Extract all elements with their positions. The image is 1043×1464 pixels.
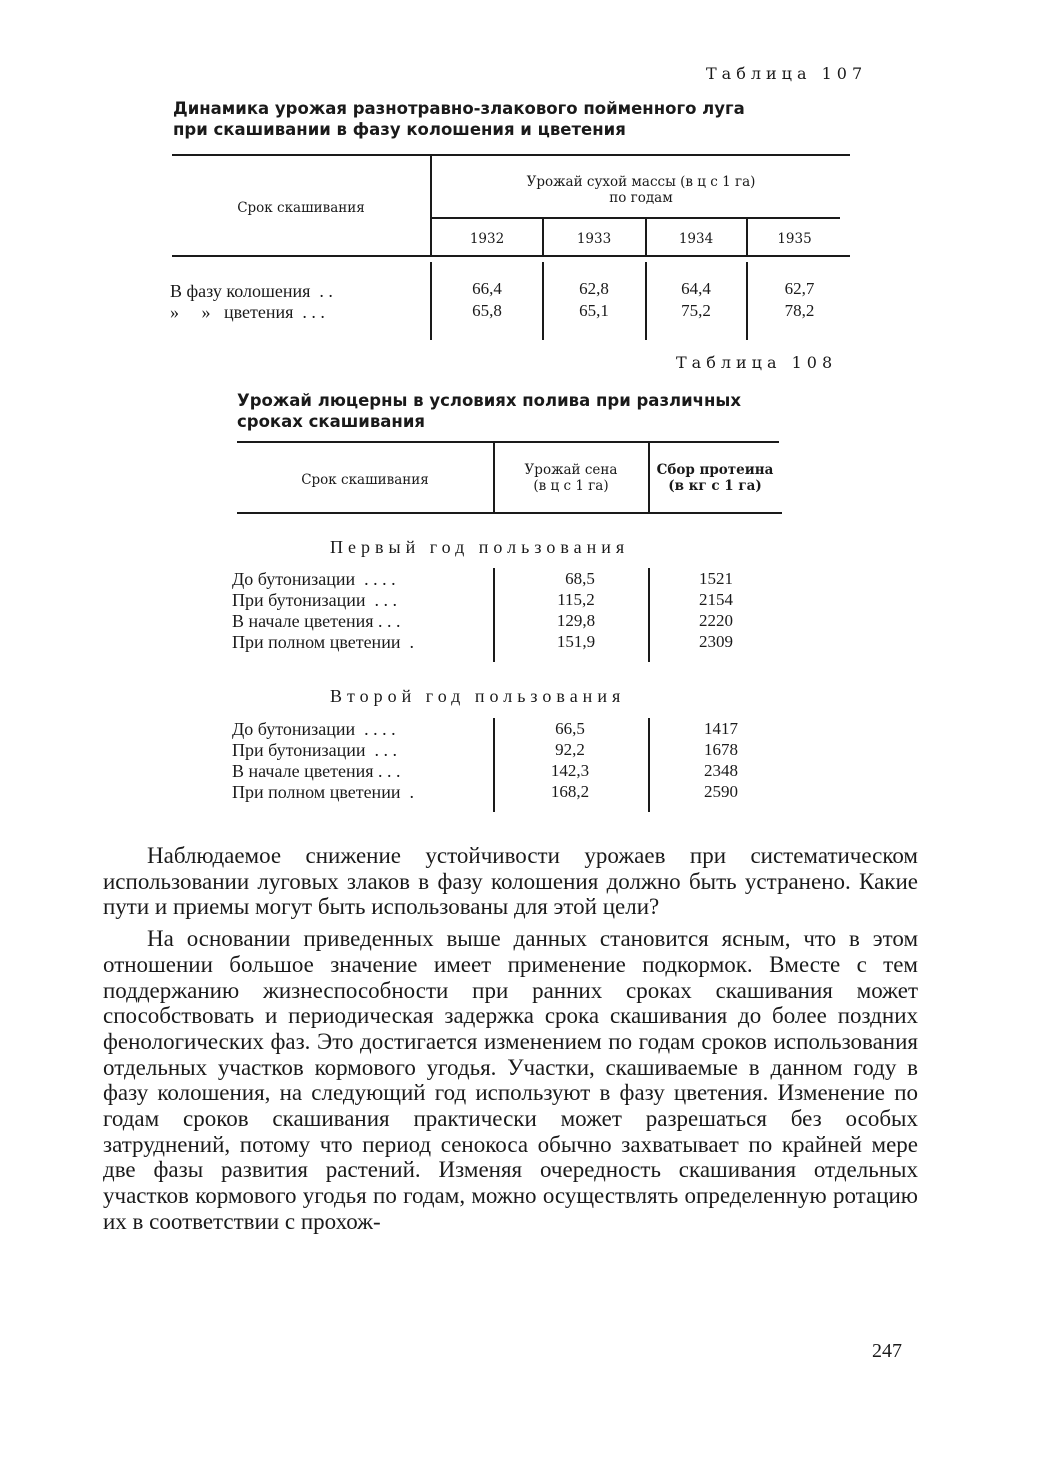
paragraph: Наблюдаемое снижение устойчивости урожаев при систематическом использовании луговых злаков в фазу колошения должно быть устранено. Какие пути и приемы могут быть использованы для этой цели? [103, 843, 918, 920]
table-108-protein-cell: 2590 [704, 782, 738, 801]
section-title-second-year: Второй год пользования [330, 686, 626, 706]
table-108-row-label: При полном цветении . [232, 632, 414, 652]
table-108-row-label: При полном цветении . [232, 782, 414, 802]
table-108-hay-cell: 168,2 [550, 782, 590, 801]
year-header-1934: 1934 [678, 231, 714, 247]
table-108-col2-header [495, 462, 647, 494]
header-line: Урожай сена [524, 462, 618, 478]
table-108-row-label: До бутонизации . . . . [232, 719, 396, 739]
table-108-hay-cell: 66,5 [555, 719, 585, 738]
table-107-top-rule [172, 154, 850, 156]
table-107-row-label: » » цветения . . . [170, 302, 325, 322]
table-108-hay-cell: 68,5 [565, 569, 595, 588]
table-108-top-rule [237, 441, 779, 443]
table-107-cell: 64,4 [681, 279, 711, 298]
table-108-row-label: До бутонизации . . . . [232, 569, 396, 589]
table-108-header-bottom-rule [237, 512, 782, 514]
table-108-row-label: При бутонизации . . . [232, 740, 397, 760]
table-108-row-label: При бутонизации . . . [232, 590, 397, 610]
caption-line: сроках скашивания [237, 412, 425, 431]
table-108-hay-cell: 129,8 [556, 611, 596, 630]
table-107-caption [173, 98, 813, 140]
table-107-label: Таблица 107 [706, 64, 868, 83]
table-108-hay-cell: 142,3 [550, 761, 590, 780]
table-108-caption [237, 390, 797, 432]
table-108-hay-cell: 151,9 [556, 632, 596, 651]
table-107-cell: 65,8 [472, 301, 502, 320]
header-line: (в кг с 1 га) [668, 478, 762, 494]
group-header-line: по годам [609, 190, 673, 206]
table-108-protein-cell: 1521 [699, 569, 733, 588]
table-108-protein-cell: 2220 [699, 611, 733, 630]
table-107-cell: 75,2 [681, 301, 711, 320]
table-107-group-header [432, 174, 850, 206]
caption-line: Динамика урожая разнотравно-злакового пойменного луга [173, 99, 745, 118]
table-108-protein-cell: 2348 [704, 761, 738, 780]
year-header-1933: 1933 [576, 231, 612, 247]
table-108-hay-cell: 92,2 [555, 740, 585, 759]
table-108-protein-cell: 1678 [704, 740, 738, 759]
table-107-cell: 78,2 [784, 301, 815, 320]
table-107-header-bottom-rule [172, 255, 850, 257]
header-line: Сбор протеина [656, 462, 774, 478]
table-107-cell: 62,7 [784, 279, 815, 298]
table-108-label: Таблица 108 [676, 353, 838, 372]
table-108-col1-header: Срок скашивания [301, 472, 429, 488]
year-header-1935: 1935 [777, 231, 812, 247]
table-108-protein-cell: 2154 [699, 590, 733, 609]
table-107-cell: 66,4 [472, 279, 502, 298]
table-108-col3-header [650, 462, 780, 494]
table-108-protein-cell: 1417 [704, 719, 738, 738]
section-title-first-year: Первый год пользования [330, 537, 630, 557]
page-number: 247 [872, 1340, 902, 1362]
table-107-cell: 65,1 [579, 301, 609, 320]
table-107-col-header: Срок скашивания [237, 200, 365, 216]
caption-line: Урожай люцерны в условиях полива при различных [237, 391, 741, 410]
body-text [103, 843, 918, 1235]
table-108-protein-cell: 2309 [699, 632, 733, 651]
year-header-1932: 1932 [469, 231, 505, 247]
table-108-hay-cell: 115,2 [557, 590, 595, 609]
table-107-row-label: В фазу колошения . . [170, 281, 333, 301]
caption-line: при скашивании в фазу колошения и цветения [173, 120, 626, 139]
paragraph: На основании приведенных выше данных становится ясным, что в этом отношении большое значение имеет применение подкормок. Вместе с тем поддержанию жизнеспособности при ранних сроках скашивания может способствовать и периодическая задержка срока скашивания до более поздних фенологических фаз. Это достигается изменением по годам сроков использования отдельных участков кормового угодья. Участки, скашиваемые в данном году в фазу колошения, на следующий год используют в фазу цветения. Изменение по годам сроков скашивания практически может разрешаться без особых затруднений, потому что период сенокоса обычно захватывает по крайней мере две фазы развития растений. Изменяя очередность скашивания отдельных участков кормового угодья по годам, можно осуществлять определенную ротацию их в соответствии с прохож- [103, 926, 918, 1234]
group-header-line: Урожай сухой массы (в ц с 1 га) [526, 174, 756, 190]
table-107-cell: 62,8 [579, 279, 609, 298]
table-107-subheader-rule [432, 217, 840, 219]
table-108-row-label: В начале цветения . . . [232, 761, 401, 781]
table-108-row-label: В начале цветения . . . [232, 611, 401, 631]
header-line: (в ц с 1 га) [533, 478, 609, 494]
